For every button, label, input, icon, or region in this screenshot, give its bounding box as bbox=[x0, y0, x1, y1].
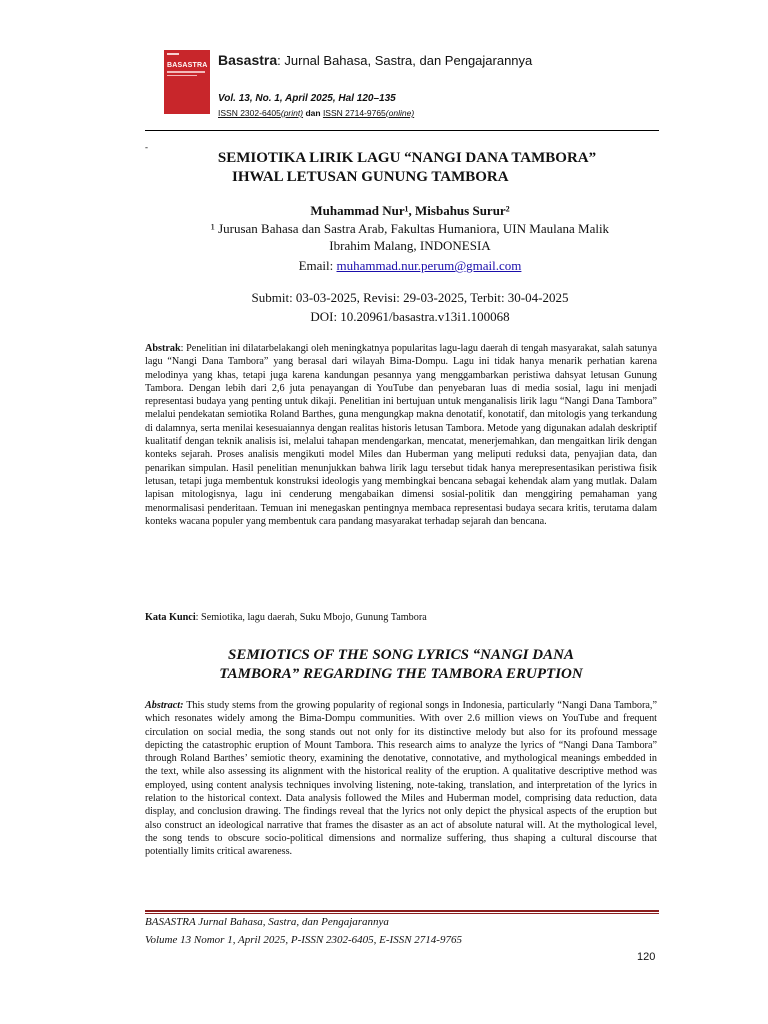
footer-rule-thin bbox=[145, 913, 659, 914]
cover-decoration bbox=[167, 71, 205, 73]
issn-online-note: (online) bbox=[385, 108, 415, 118]
stray-mark: - bbox=[145, 142, 148, 152]
abstract-en-text: This study stems from the growing popularity of regional songs in Indonesia, particularly “Nangi Dana Tambora,” which resonates widely among the Bima-Dompu communities. With over 2.6 million views on YouTube and frequent circulation on social media, the song stands out not only for its distinctive melody but also for its profound message depicting the catastrophic eruption of Mount Tambora. This research aims to analyze the lyrics of “Nangi Dana Tambora” through Roland Barthes’ semiotic theory, examining the denotative, connotative, and mythological meanings embedded in the text, while also assessing its alignment with the historical reality of the eruption. A qualitative descriptive method was employed, using content analysis techniques involving listening, note-taking, translation, and interpretation of the lyrics in relation to the historical context. Data analysis followed the Miles and Huberman model, comprising data reduction, data display, and conclusion drawing. The findings reveal that the lyrics not only depict the physical aspects of the eruption but also construct an ideological narrative that frames the disaster as an act of absolute natural will. At the mythological level, the song tends to obscure socio-political dimensions and normalize suffering, thus shaping a cultural discourse that potentially limits critical awareness. bbox=[145, 700, 657, 858]
cover-decoration bbox=[167, 75, 197, 76]
header-rule bbox=[145, 130, 659, 131]
submission-dates: Submit: 03-03-2025, Revisi: 29-03-2025, Terbit: 30-04-2025 bbox=[251, 290, 569, 305]
article-title-line-2: IHWAL LETUSAN GUNUNG TAMBORA bbox=[232, 169, 509, 185]
keywords-text: : Semiotika, lagu daerah, Suku Mbojo, Gunung Tambora bbox=[195, 612, 427, 623]
abstract-text: : Penelitian ini dilatarbelakangi oleh meningkatnya popularitas lagu-lagu daerah di tengah masyarakat, salah satunya lagu “Nangi Dana Tambora” yang berasal dari wilayah Bima-Dompu. Lagu ini tidak hanya menarik perhatian karena melodinya yang khas, tetapi juga karena kandungan pesannya yang menggambarkan peristiwa dahsyat letusan Gunung Tambora. Dengan lebih dari 2,6 juta penayangan di YouTube dan penyebaran luas di media sosial, lagu ini menjadi representasi budaya yang penting untuk dikaji. Penelitian ini bertujuan untuk menganalisis lirik lagu “Nangi Dana Tambora” melalui pendekatan semiotika Roland Barthes, guna mengungkap makna denotatif, konotatif, dan mitologis yang terkandung di dalamnya, serta menilai kesesuaiannya dengan realitas historis letusan Tambora. Metode yang digunakan adalah deskriptif kualitatif dengan teknik analisis isi, melalui tahapan mendengarkan, mencatat, menerjemahkan, dan mengaitkan lirik dengan konteks sejarah. Proses analisis mengikuti model Miles dan Huberman yang meliputi reduksi data, penyajian data, dan penarikan simpulan. Hasil penelitian menunjukkan bahwa lirik lagu tersebut tidak hanya merepresentasikan peristiwa fisik letusan, tetapi juga membentuk konstruksi ideologis yang membingkai bencana sebagai kehendak alam yang mutlak. Dalam lapisan mitologisnya, lagu ini cenderung mengabaikan dimensi sosial-politik dan menggiring pemahaman yang menormalisasi penderitaan. Temuan ini menegaskan pentingnya membaca representasi budaya secara kritis, terutama dalam konteks wacana populer yang membentuk cara pandang masyarakat terhadap sejarah dan bencana. bbox=[145, 343, 657, 527]
email-label: Email: bbox=[298, 258, 337, 273]
article-title-line-1: SEMIOTIKA LIRIK LAGU “NANGI DANA TAMBORA” bbox=[217, 150, 597, 166]
journal-cover-thumbnail bbox=[164, 50, 210, 114]
cover-title: BASASTRA bbox=[167, 62, 208, 69]
email-line bbox=[145, 258, 675, 274]
affiliation-line-1: ¹ Jurusan Bahasa dan Sastra Arab, Fakultas Humaniora, UIN Maulana Malik bbox=[210, 221, 610, 236]
authors: Muhammad Nur¹, Misbahus Surur² bbox=[310, 203, 510, 218]
issn-line bbox=[218, 108, 414, 118]
abstract-en-label: Abstract: bbox=[145, 700, 184, 711]
journal-name-bold: Basastra bbox=[218, 52, 278, 68]
keywords-label: Kata Kunci bbox=[145, 612, 196, 623]
abstract-label: Abstrak bbox=[145, 343, 181, 354]
keywords bbox=[145, 612, 427, 623]
english-title-line-1: SEMIOTICS OF THE SONG LYRICS “NANGI DANA bbox=[228, 647, 574, 663]
footer-volume: Volume 13 Nomor 1, April 2025, P-ISSN 2302-6405, E-ISSN 2714-9765 bbox=[145, 934, 462, 946]
affiliation-line-2: Ibrahim Malang, INDONESIA bbox=[329, 238, 491, 253]
journal-name bbox=[218, 52, 532, 68]
cover-decoration bbox=[167, 53, 179, 55]
footer-journal: BASASTRA Jurnal Bahasa, Sastra, dan Pengajarannya bbox=[145, 916, 389, 928]
journal-volume: Vol. 13, No. 1, April 2025, Hal 120–135 bbox=[218, 93, 396, 104]
issn-print-note: (print) bbox=[280, 108, 304, 118]
issn-print: ISSN 2302-6405 bbox=[218, 108, 281, 118]
abstract-indonesian bbox=[145, 342, 657, 528]
english-title-line-2: TAMBORA” REGARDING THE TAMBORA ERUPTION bbox=[219, 666, 583, 682]
doi: DOI: 10.20961/basastra.v13i1.100068 bbox=[310, 309, 510, 324]
abstract-english bbox=[145, 699, 657, 859]
issn-and: dan bbox=[305, 108, 321, 118]
issn-online: ISSN 2714-9765 bbox=[322, 108, 386, 118]
page-number: 120 bbox=[637, 951, 656, 963]
journal-name-rest: : Jurnal Bahasa, Sastra, dan Pengajarannya bbox=[277, 53, 533, 68]
footer-rule bbox=[145, 910, 659, 912]
email-link[interactable]: muhammad.nur.perum@gmail.com bbox=[336, 258, 522, 273]
